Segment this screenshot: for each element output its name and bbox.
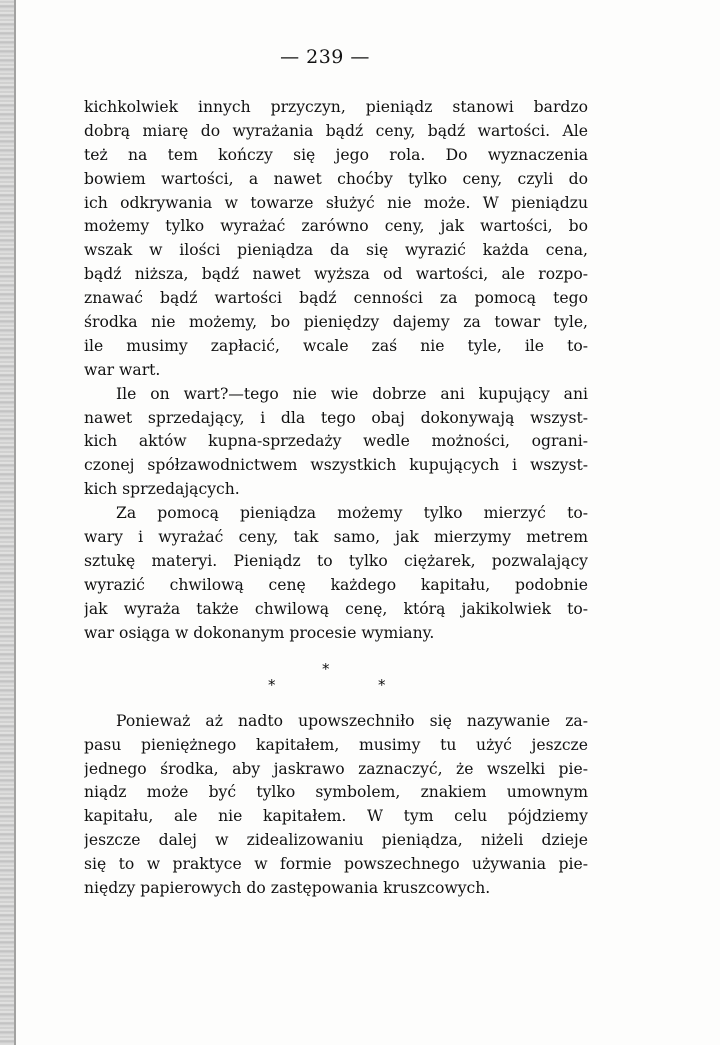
- text-line: Ile on wart?—tego nie wie dobrze ani kupujący ani: [116, 384, 588, 403]
- text-line: jeszcze dalej w zidealizowaniu pieniądza, niżeli dzieje: [84, 830, 588, 849]
- text-line: kichkolwiek innych przyczyn, pieniądz stanowi bardzo: [84, 98, 588, 116]
- text-line: pasu pieniężnego kapitałem, musimy tu użyć jeszcze: [84, 735, 588, 754]
- asterisk-icon: *: [378, 676, 386, 694]
- text-line: war wart.: [84, 360, 161, 379]
- text-line: niądz może być tylko symbolem, znakiem umownym: [84, 783, 588, 802]
- text-line: ich odkrywania w towarze służyć nie może. W pieniądzu: [84, 193, 588, 212]
- text-line: bowiem wartości, a nawet choćby tylko ceny, czyli do: [84, 169, 588, 188]
- text-line: też na tem kończy się jego rola. Do wyznaczenia: [84, 145, 588, 164]
- asterisk-icon: *: [322, 660, 330, 678]
- text-line: dobrą miarę do wyrażania bądź ceny, bądź wartości. Ale: [84, 121, 588, 140]
- page-number: — 239 —: [280, 46, 370, 68]
- main-text-block: [84, 96, 588, 645]
- text-line: sztukę materyi. Pieniądz to tylko ciężarek, pozwalający: [84, 551, 588, 570]
- text-line: Za pomocą pieniądza możemy tylko mierzyć to-: [116, 504, 588, 523]
- text-line: wyrazić chwilową cenę każdego kapitału, podobnie: [84, 575, 588, 594]
- text-line: bądź niższa, bądź nawet wyższa od wartości, ale rozpo-: [84, 265, 588, 284]
- text-line: nawet sprzedający, i dla tego obaj dokonywają wszyst-: [84, 408, 588, 427]
- text-line: kapitału, ale nie kapitałem. W tym celu pójdziemy: [84, 807, 588, 826]
- text-line: znawać bądź wartości bądź cenności za pomocą tego: [84, 289, 588, 308]
- text-line: kich aktów kupna-sprzedaży wedle możności, ograni-: [84, 432, 588, 451]
- text-line: jednego środka, aby jaskrawo zaznaczyć, że wszelki pie-: [84, 759, 588, 778]
- text-line: Ponieważ aż nadto upowszechniło się nazywanie za-: [116, 712, 588, 730]
- text-line: wszak w ilości pieniądza da się wyrazić każda cena,: [84, 241, 588, 260]
- section-separator: [260, 660, 400, 700]
- page-binding-line: [14, 0, 16, 1045]
- text-line: niędzy papierowych do zastępowania kruszcowych.: [84, 878, 491, 897]
- text-line: czonej spółzawodnictwem wszystkich kupujących i wszyst-: [84, 456, 588, 475]
- text-line: możemy tylko wyrażać zarówno ceny, jak wartości, bo: [84, 217, 588, 236]
- text-line: war osiąga w dokonanym procesie wymiany.: [84, 623, 435, 642]
- text-line: wary i wyrażać ceny, tak samo, jak mierzymy metrem: [84, 528, 588, 547]
- text-line: środka nie możemy, bo pieniędzy dajemy za towar tyle,: [84, 313, 588, 332]
- page-binding-edge: [0, 0, 14, 1045]
- text-line: kich sprzedających.: [84, 480, 240, 499]
- text-line: ile musimy zapłacić, wcale zaś nie tyle, ile to-: [84, 336, 588, 355]
- text-line: jak wyraża także chwilową cenę, którą jakikolwiek to-: [84, 599, 588, 618]
- second-text-block: [84, 710, 588, 900]
- asterisk-icon: *: [268, 676, 276, 694]
- text-line: się to w praktyce w formie powszechnego używania pie-: [84, 854, 588, 873]
